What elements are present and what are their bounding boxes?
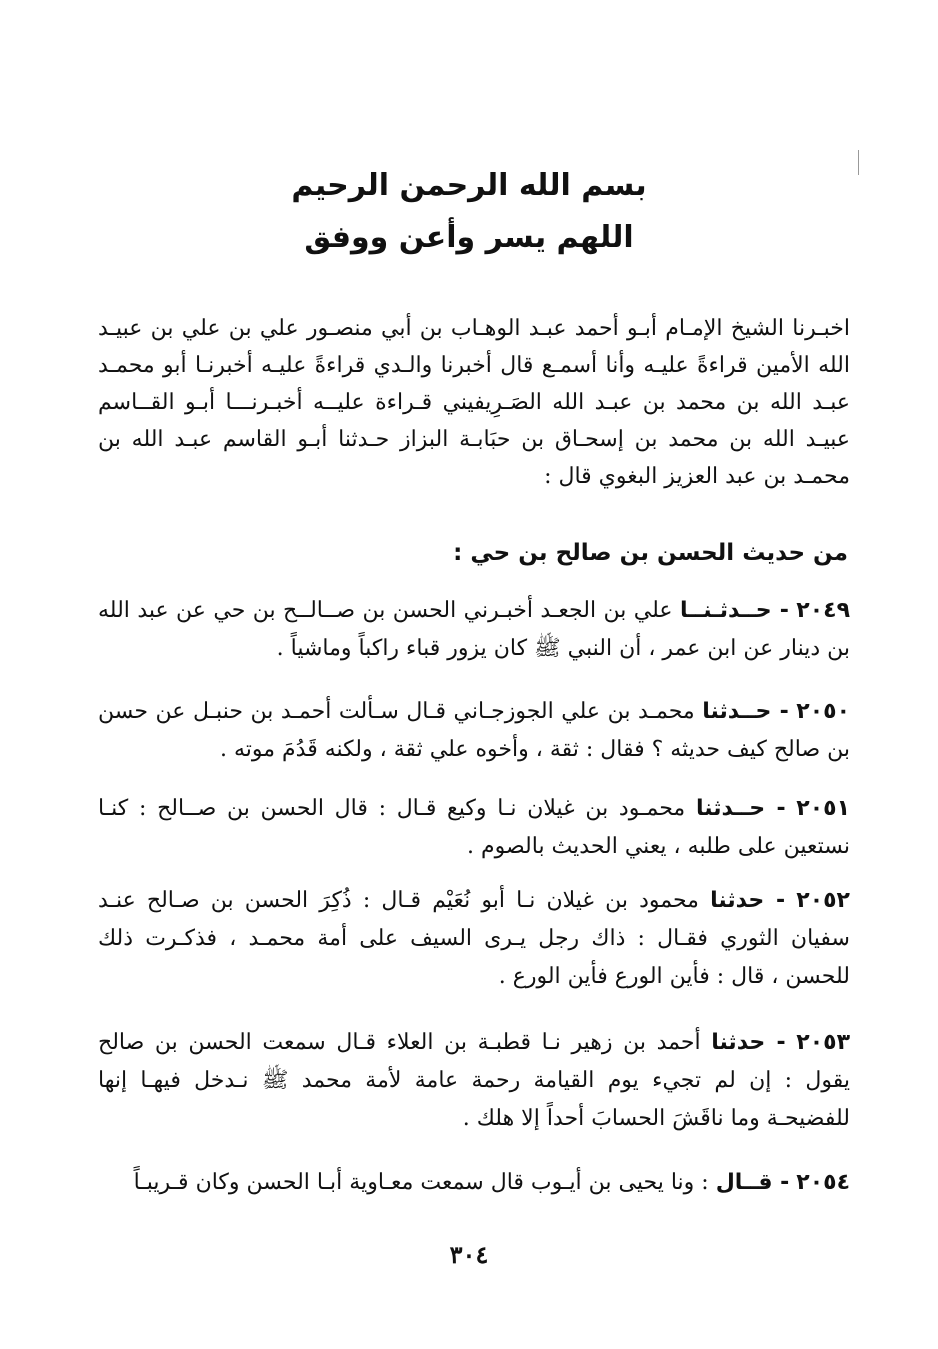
hadith-entry-2053: ٢٠٥٣ - حدثنا أحمد بن زهير نـا قطبـة بن العلاء قـال سمعت الحسن بن صالح يقول : إن لم تجيء يوم القيامة رحمة عامة لأمة محمد ﷺ نـدخل فيهـا إنها للفضيحـة وما ناقَشَ الحسابَ أحداً إلا هلك .: [98, 1030, 850, 1131]
hadith-text: : ونا يحيى بن أيـوب قال سمعت معـاوية أبـا الحسن وكان قـريبـاً: [133, 1170, 709, 1195]
hadith-number: ٢٠٥٢: [796, 888, 850, 913]
section-title: من حديث الحسن بن صالح بن حي :: [453, 540, 848, 566]
hadith-text: أحمد بن زهير نـا قطبـة بن العلاء قـال سمعت الحسن بن صالح يقول : إن لم تجيء يوم القيامة رحمة عامة لأمة محمد ﷺ نـدخل فيهـا إنها للفضيحـة وما ناقَشَ الحسابَ أحداً إلا هلك .: [98, 1030, 850, 1131]
page-number: ٣٠٤: [449, 1240, 489, 1269]
hadith-number: ٢٠٥١: [796, 796, 851, 821]
hadith-entry-2050: ٢٠٥٠ - حــدثنا محمـد بن علي الجوزجـاني قـال سـألت أحمـد بن حنبـل عن حسن بن صالح كيف حديثه ؟ فقال : ثقة ، وأخوه علي ثقة ، ولكنه قَدُمَ موته .: [98, 699, 851, 762]
hadith-text: محمـود بن غيلان نـا وكيع قـال : قال الحسن بن صــالح : كنـا نستعين على طلبه ، يعني الحديث بالصوم .: [98, 796, 850, 859]
hadith-number: ٢٠٤٩: [796, 598, 851, 623]
basmala-heading: بسم الله الرحمن الرحيم: [291, 168, 647, 203]
hadith-text: محمود بن غيلان نـا أبو نُعَيْم قـال : ذُكِرَ الحسن بن صـالح عنـد سفيان الثوري فقـال : ذاك رجل يـرى السيف على أمة محمـد ، فذكـرت ذلك للحسن ، قال : فأين الورع فأين الورع .: [98, 888, 850, 989]
hadith-text: محمـد بن علي الجوزجـاني قـال سـألت أحمـد بن حنبـل عن حسن بن صالح كيف حديثه ؟ فقال : ثقة ، وأخوه علي ثقة ، ولكنه قَدُمَ موته .: [98, 699, 850, 762]
margin-mark: [858, 150, 859, 175]
hadith-verb: حدثنا: [711, 1030, 766, 1055]
hadith-entry-2052: ٢٠٥٢ - حدثنا محمود بن غيلان نـا أبو نُعَيْم قـال : ذُكِرَ الحسن بن صـالح عنـد سفيان الثوري فقـال : ذاك رجل يـرى السيف على أمة محمـد ، فذكـرت ذلك للحسن ، قال : فأين الورع فأين الورع .: [98, 888, 850, 989]
hadith-verb: حدثنا: [710, 888, 765, 913]
hadith-entry-2054: ٢٠٥٤ - قــال : ونا يحيى بن أيـوب قال سمعت معـاوية أبـا الحسن وكان قـريبـاً: [133, 1170, 850, 1195]
hadith-verb: قــال: [715, 1170, 773, 1195]
hadith-number: ٢٠٥٠: [796, 699, 851, 724]
hadith-entry-2051: ٢٠٥١ - حــدثنا محمـود بن غيلان نـا وكيع قـال : قال الحسن بن صــالح : كنـا نستعين على طلبه ، يعني الحديث بالصوم .: [98, 796, 851, 859]
hadith-number: ٢٠٥٣: [796, 1030, 850, 1055]
dua-heading: اللهم يسر وأعن ووفق: [304, 220, 634, 255]
hadith-number: ٢٠٥٤: [796, 1170, 850, 1195]
hadith-verb: حــدثنا: [695, 796, 766, 821]
hadith-verb: حــدثنا: [702, 699, 772, 724]
hadith-verb: حــدثـنــا: [679, 598, 772, 623]
hadith-text: علي بن الجعـد أخبـرني الحسن بن صــالــح بن حي عن عبد الله بن دينار عن ابن عمر ، أن النبي ﷺ كان يزور قباء راكباً وماشياً .: [98, 598, 850, 661]
hadith-entry-2049: ٢٠٤٩ - حــدثـنــا علي بن الجعـد أخبـرني الحسن بن صــالــح بن حي عن عبد الله بن دينار عن ابن عمر ، أن النبي ﷺ كان يزور قباء راكباً وماشياً .: [98, 598, 851, 661]
isnad-paragraph: اخبـرنا الشيخ الإمـام أبـو أحمد عبـد الوهـاب بن أبي منصـور علي بن علي بن عبيـد الله الأمين قراءةً عليـه وأنا أسمـع قال أخبرنا والـدي قراءةً عليـه أخبرنـا أبو محمـد عبـد الله بن محمد بن عبـد الله الصَـرِيفيني قـراءة عليــه أخبـرنـــا أبـو القــاسم عبيـد الله بن محمد بن إسحـاق بن حبَابـة البزاز حـدثنا أبـو القاسم عبـد الله بن محمـد بن عبد العزيز البغوي قال :: [98, 316, 850, 489]
